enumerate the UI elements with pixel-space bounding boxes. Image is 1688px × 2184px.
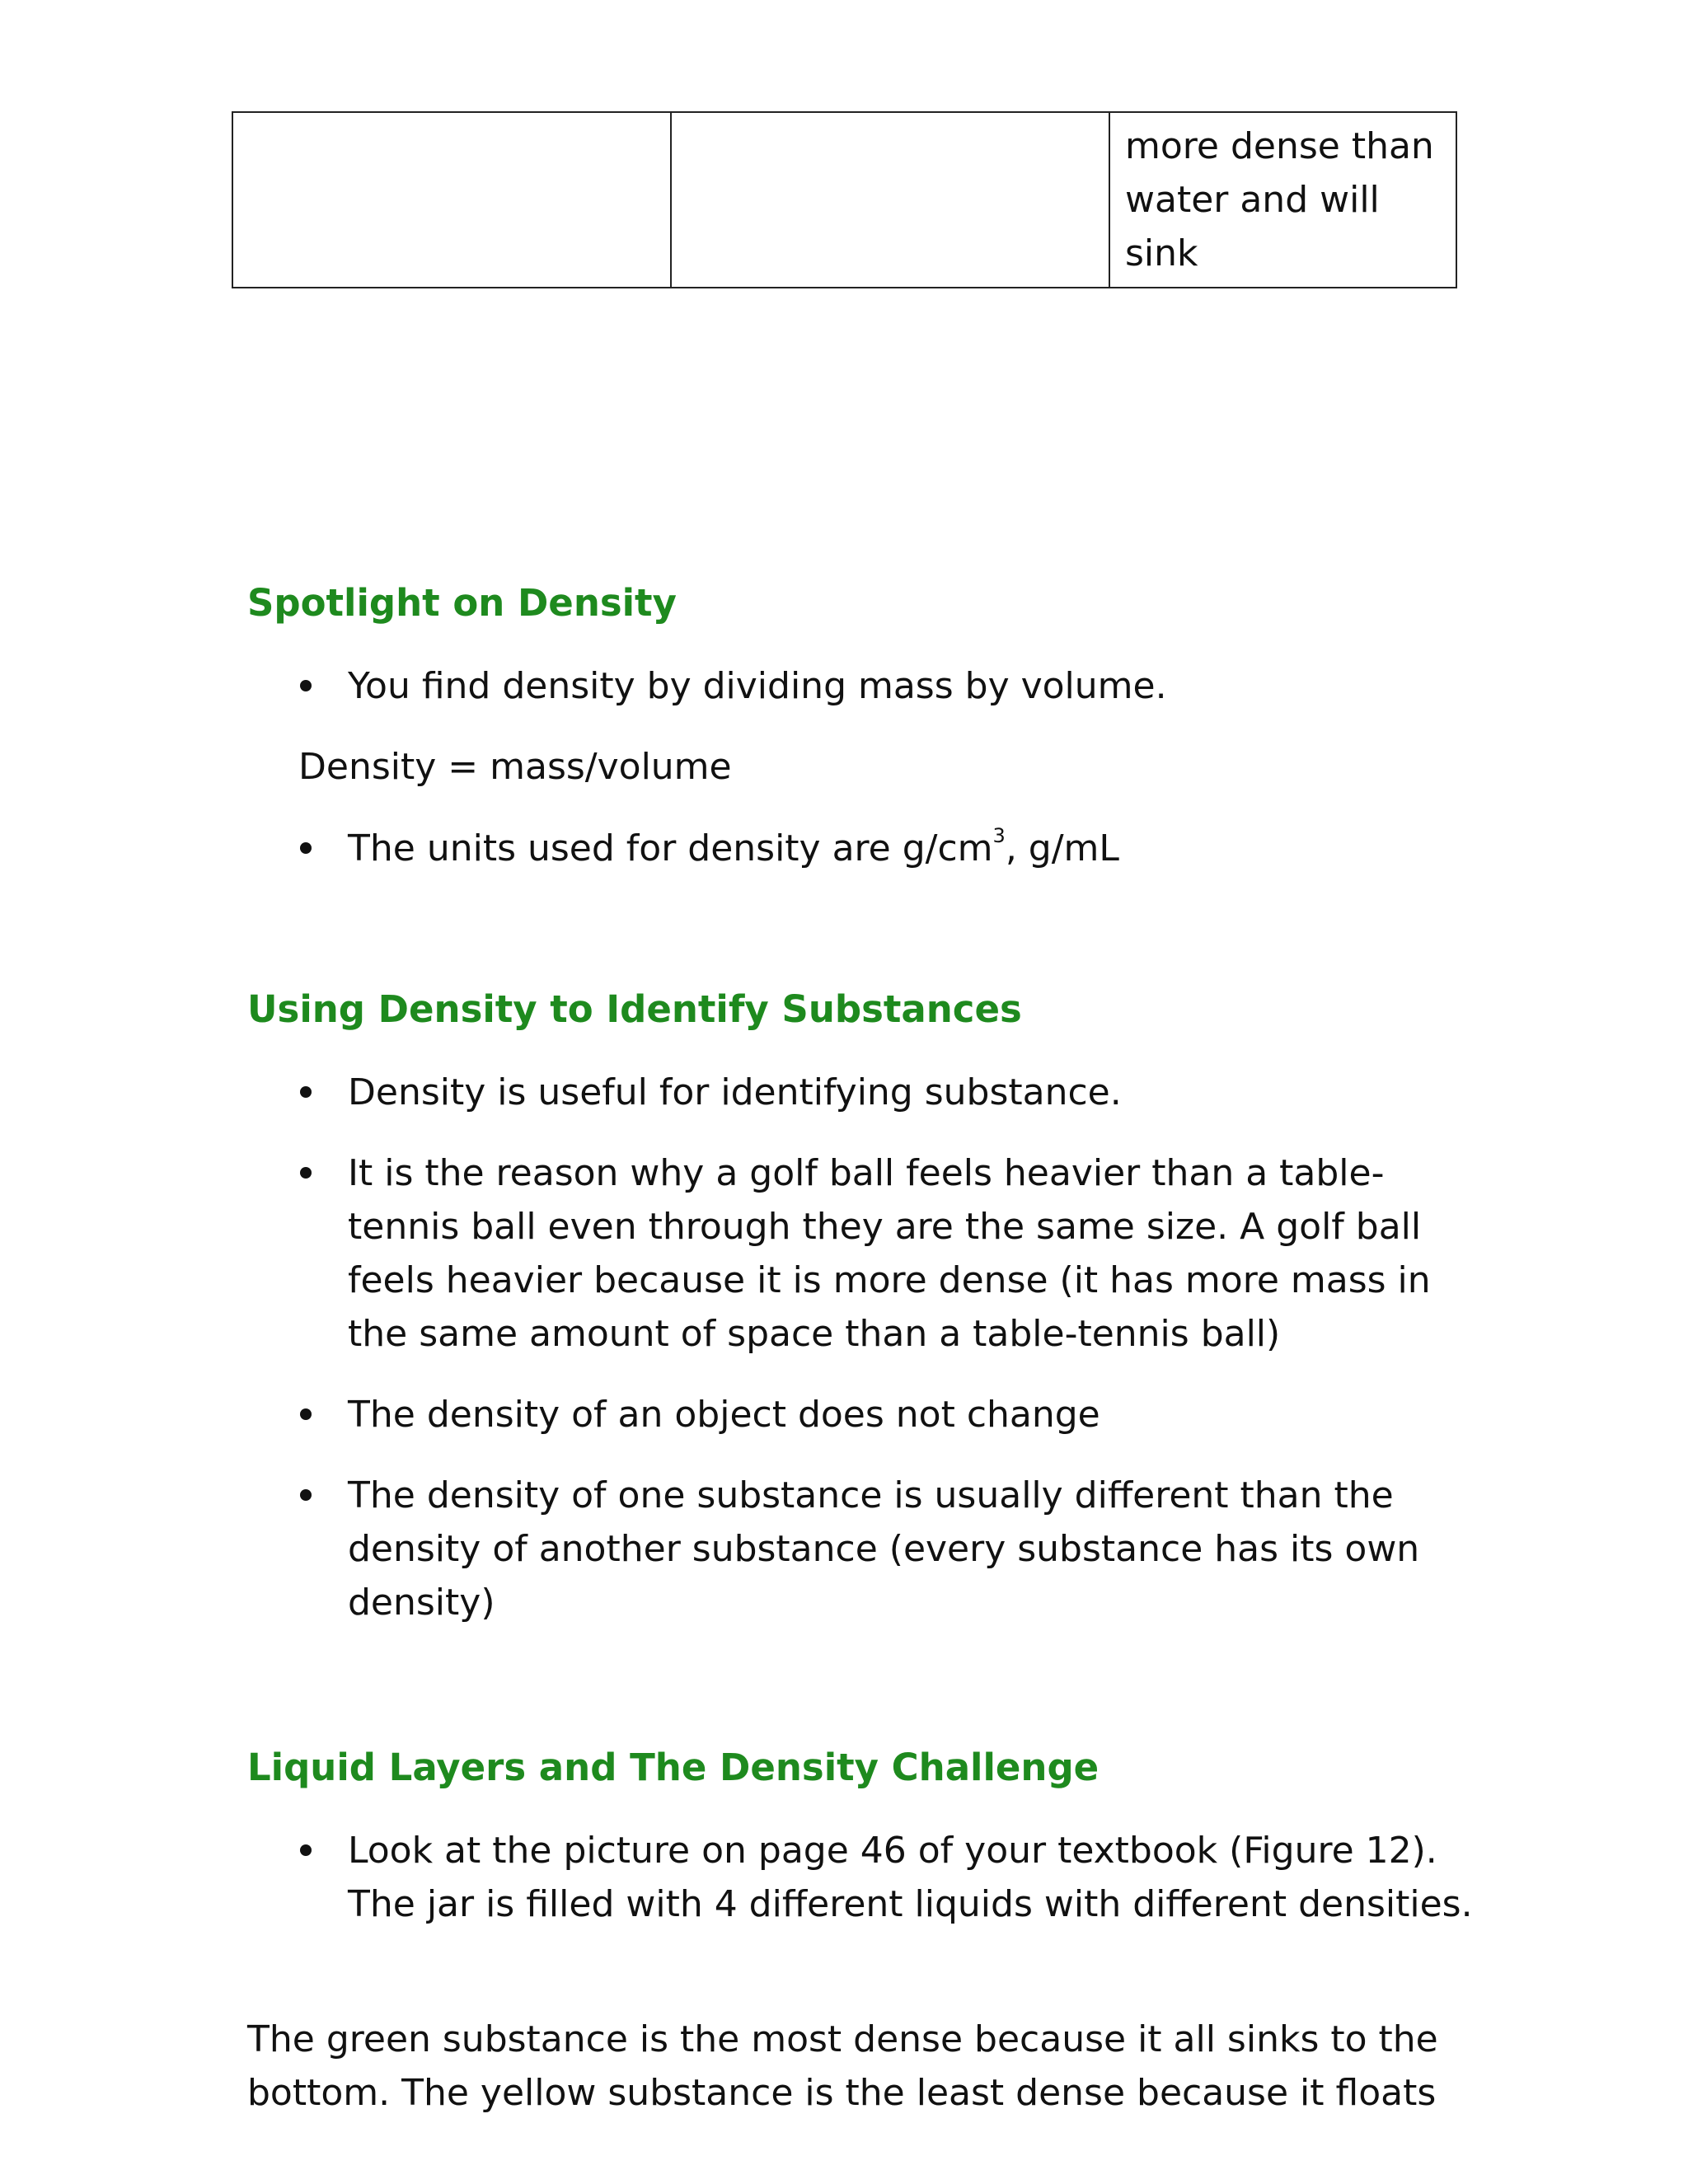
- bullet-text: The density of an object does not change: [348, 1394, 1100, 1436]
- table-cell: more dense than water and will sink: [1109, 112, 1456, 288]
- units-superscript: 3: [992, 824, 1006, 847]
- bullet-icon: [300, 680, 312, 691]
- bullet-icon: [300, 1167, 312, 1179]
- section-heading-identify: Using Density to Identify Substances: [247, 987, 1022, 1031]
- bullet-icon: [300, 842, 312, 854]
- density-formula: Density = mass/volume: [298, 746, 732, 788]
- section-heading-spotlight: Spotlight on Density: [247, 581, 677, 625]
- table-cell: [671, 112, 1109, 288]
- bullet-icon: [300, 1844, 312, 1856]
- table-row: [232, 112, 1456, 288]
- list-item: [297, 1066, 1484, 1119]
- list-item: [297, 659, 1484, 713]
- list-item: [297, 1388, 1484, 1441]
- bullet-icon: [300, 1489, 312, 1501]
- identify-bullet-list: [297, 1066, 1484, 1629]
- list-item: [297, 1824, 1484, 1931]
- units-suffix: , g/mL: [1005, 827, 1119, 869]
- list-item: [297, 822, 1484, 875]
- units-prefix: The units used for density are g/cm: [348, 827, 993, 869]
- bullet-icon: [300, 1086, 312, 1098]
- units-bullet-list: [297, 822, 1484, 875]
- bullet-text: You find density by dividing mass by volume.: [348, 665, 1167, 707]
- table-cell: [232, 112, 671, 288]
- table-fragment: [232, 111, 1457, 288]
- spotlight-bullet-list: [297, 659, 1484, 713]
- layers-paragraph: The green substance is the most dense because it all sinks to the bottom. The yellow substance is the least dense because it floats: [247, 2018, 1438, 2114]
- list-item: [297, 1469, 1484, 1629]
- bullet-text: It is the reason why a golf ball feels heavier than a table-tennis ball even through they are the same size. A golf ball feels heavier because it is more dense (it has more mass in the same amount of space than a table-tennis ball): [348, 1152, 1431, 1355]
- bullet-text: The density of one substance is usually different than the density of another substance (every substance has its own density): [348, 1474, 1420, 1624]
- section-heading-layers: Liquid Layers and The Density Challenge: [247, 1746, 1100, 1789]
- units-text: [348, 824, 1119, 869]
- bullet-text: Look at the picture on page 46 of your textbook (Figure 12). The jar is filled with 4 different liquids with different densities.: [348, 1830, 1473, 1925]
- bullet-text: Density is useful for identifying substance.: [348, 1071, 1122, 1113]
- bullet-icon: [300, 1408, 312, 1420]
- layers-bullet-list: [297, 1824, 1484, 1931]
- list-item: [297, 1146, 1484, 1361]
